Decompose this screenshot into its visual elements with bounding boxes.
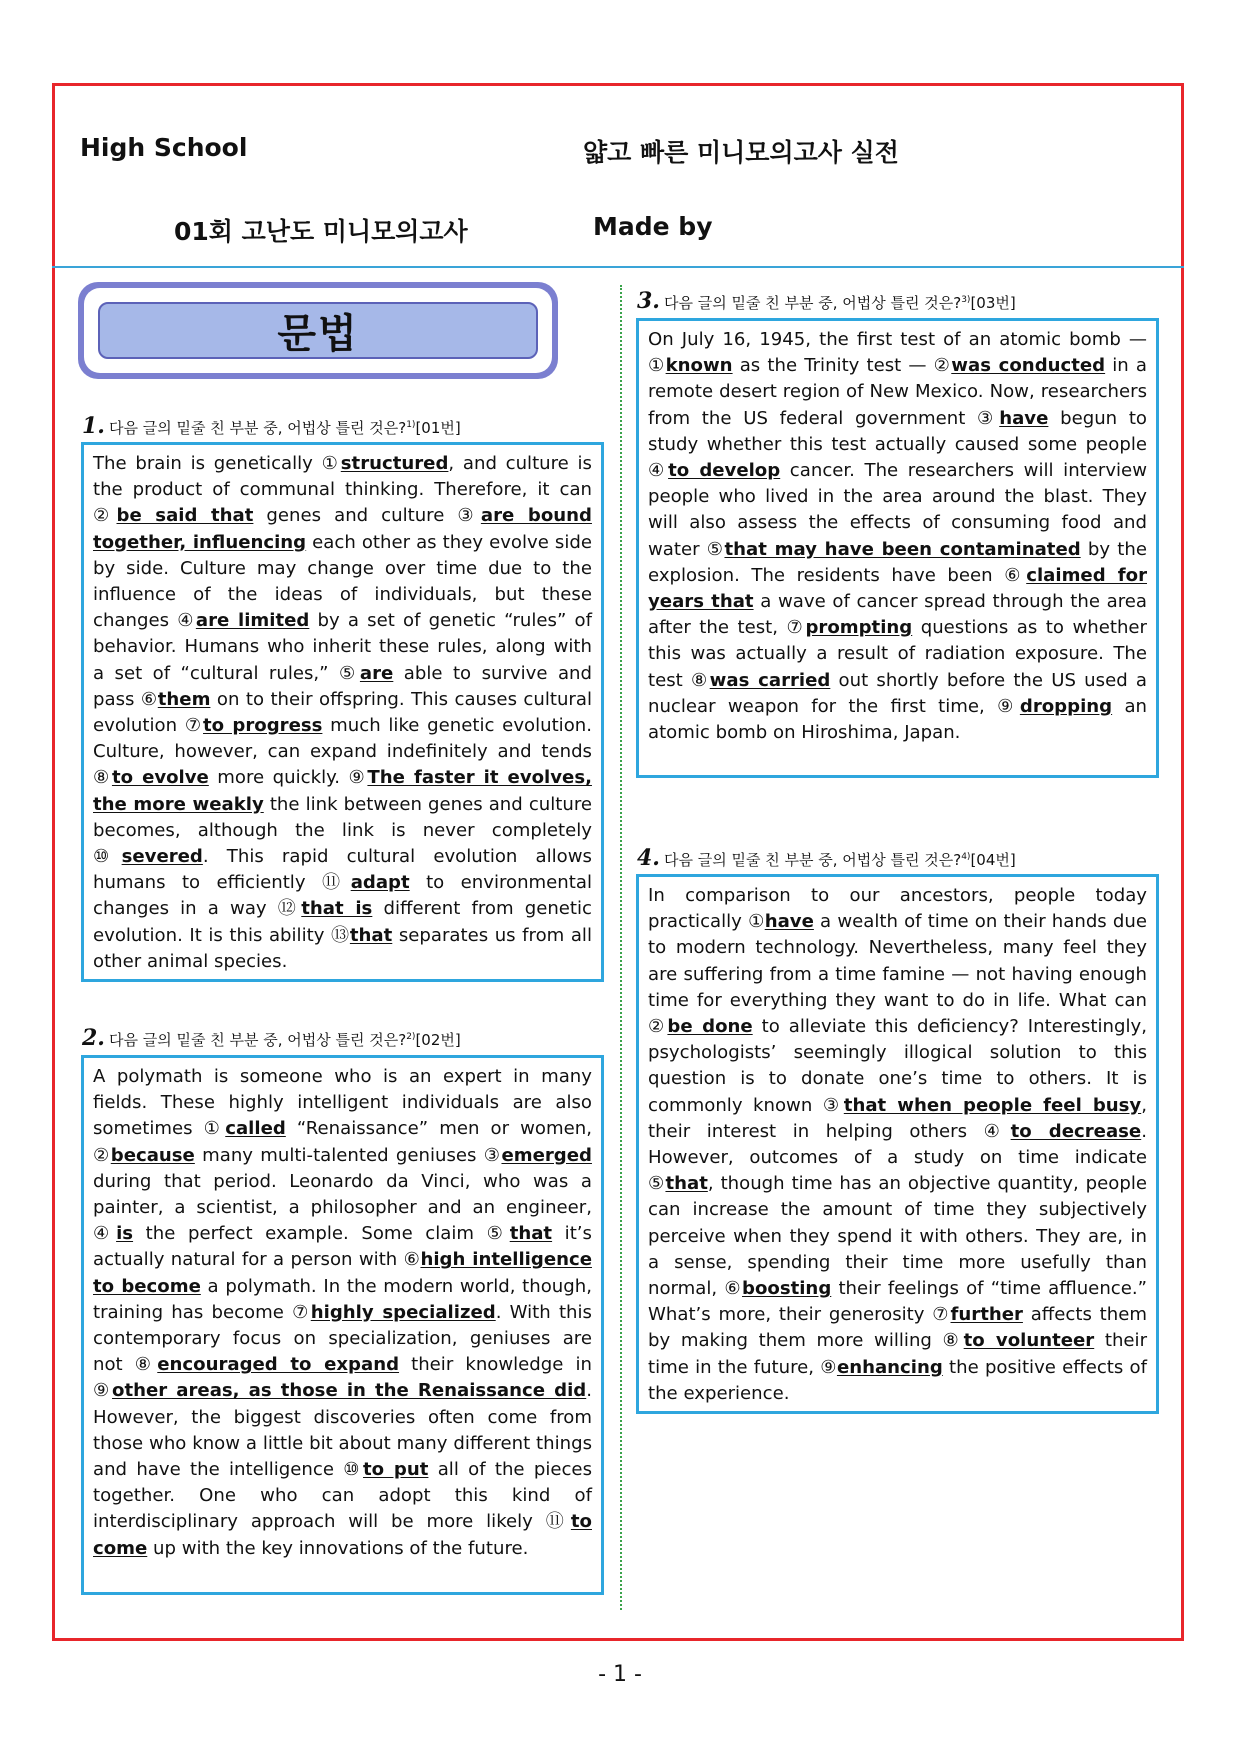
underlined-choice: that is — [301, 898, 373, 920]
passage-box — [81, 1055, 604, 1595]
passage-text: In comparison to our ancestors, people today practically ①have a wealth of time on their hands due to modern technology. Nevertheless, many feel they are suffering from a time famine — not having enough time for everything they want to do in life. What can ②be done to alleviate this deficiency? Interestingly, psychologists’ seemingly illogical solution to this question is to donate one’s time to others. It is commonly known ③that when people feel busy, their interest in helping others ④to decrease. However, outcomes of a study on time indicate ⑤that, though time has an objective quantity, people can increase the amount of time they subjectively perceive when they spend it with others. They are, in a sense, spending their time more usefully than normal, ⑥boosting their feelings of “time affluence.” What’s more, their generosity ⑦further affects them by making them more willing ⑧to volunteer their time in the future, ⑨enhancing the positive effects of the experience. — [648, 885, 1148, 1404]
underlined-choice: encouraged to expand — [157, 1354, 400, 1376]
question-title — [82, 1025, 461, 1051]
underlined-choice: that — [509, 1223, 553, 1245]
header-school: High School — [80, 133, 248, 162]
question-footnote: 4) — [961, 852, 971, 862]
column-divider — [620, 285, 622, 1610]
question-prompt: 다음 글의 밑줄 친 부분 중, 어법상 틀린 것은? — [663, 851, 962, 869]
underlined-choice: dropping — [1019, 695, 1113, 717]
question-tag: [04번] — [970, 851, 1016, 869]
question-title — [637, 288, 1016, 314]
question-tag: [01번] — [415, 419, 461, 437]
underlined-choice: have — [764, 911, 814, 933]
underlined-choice: enhancing — [836, 1356, 943, 1378]
question-number: 4. — [637, 845, 660, 871]
underlined-choice: structured — [340, 453, 449, 474]
header-exam-title: 01회 고난도 미니모의고사 — [174, 217, 468, 246]
underlined-choice: highly specialized — [310, 1301, 496, 1323]
underlined-choice: to evolve — [111, 767, 209, 789]
underlined-choice: was carried — [709, 669, 831, 691]
page-number: - 1 - — [598, 1662, 642, 1687]
underlined-choice: severed — [121, 846, 203, 868]
underlined-choice: them — [157, 688, 211, 710]
question-prompt: 다음 글의 밑줄 친 부분 중, 어법상 틀린 것은? — [108, 1031, 407, 1049]
underlined-choice: that — [665, 1173, 708, 1195]
question-prompt: 다음 글의 밑줄 친 부분 중, 어법상 틀린 것은? — [108, 419, 407, 437]
passage-box — [81, 442, 604, 982]
passage-text: On July 16, 1945, the first test of an atomic bomb — ①known as the Trinity test — ②was conducted in a remote desert region of New Mexico. Now, researchers from the US federal government ③have begun to study whether this test actually caused some people ④to develop cancer. The researchers will interview people who lived in the area around the blast. They will also assess the effects of consuming food and water ⑤that may have been contaminated by the explosion. The residents have been ⑥claimed for years that a wave of cancer spread through the area after the test, ⑦prompting questions as to whether this was actually a result of radiation exposure. The test ⑧was carried out shortly before the US used a nuclear weapon for the first time, ⑨dropping an atomic bomb on Hiroshima, Japan. — [648, 329, 1147, 744]
underlined-choice: are bound together, influencing — [93, 505, 592, 553]
underlined-choice: be said that — [116, 505, 254, 527]
underlined-choice: to come — [93, 1511, 592, 1559]
question-title — [637, 845, 1016, 871]
underlined-choice: to develop — [668, 460, 781, 482]
header-divider — [52, 266, 1184, 268]
question-number: 2. — [82, 1025, 105, 1051]
passage-box — [636, 318, 1159, 778]
underlined-choice: other areas, as those in the Renaissance did — [112, 1380, 587, 1402]
underlined-choice: is — [116, 1223, 134, 1245]
underlined-choice: that when people feel busy — [843, 1094, 1142, 1116]
underlined-choice: are limited — [195, 610, 310, 632]
section-title: 문법 — [98, 302, 538, 359]
question-number: 3. — [637, 288, 660, 314]
question-title — [82, 413, 461, 439]
underlined-choice: have — [999, 407, 1049, 429]
underlined-choice: prompting — [805, 617, 913, 639]
underlined-choice: to put — [363, 1459, 429, 1481]
underlined-choice: was conducted — [951, 355, 1106, 377]
underlined-choice: to decrease — [1010, 1120, 1142, 1142]
section-badge — [78, 282, 558, 379]
question-tag: [03번] — [970, 294, 1016, 312]
question-tag: [02번] — [415, 1031, 461, 1049]
underlined-choice: to volunteer — [963, 1330, 1095, 1352]
header-made-by: Made by — [593, 212, 713, 241]
underlined-choice: called — [225, 1118, 286, 1140]
underlined-choice: to progress — [203, 715, 323, 737]
question-footnote: 2) — [406, 1032, 416, 1042]
passage-box — [636, 874, 1159, 1414]
underlined-choice: further — [950, 1304, 1023, 1326]
underlined-choice: high intelligence to become — [93, 1249, 592, 1297]
question-prompt: 다음 글의 밑줄 친 부분 중, 어법상 틀린 것은? — [663, 294, 962, 312]
question-footnote: 3) — [961, 295, 971, 305]
underlined-choice: that may have been contaminated — [724, 538, 1081, 560]
underlined-choice: adapt — [350, 872, 410, 894]
passage-text: A polymath is someone who is an expert in many fields. These highly intelligent individuals are also sometimes ①called “Renaissance” men or women, ②because many multi-talented geniuses ③emerged during that period. Leonardo da Vinci, who was a painter, a scientist, a philosopher and an engineer, ④is the perfect example. Some claim ⑤that it’s actually natural for a person with ⑥high intelligence to become a polymath. In the modern world, though, training has become ⑦highly specialized. With this contemporary focus on specialization, geniuses are not ⑧encouraged to expand their knowledge in ⑨other areas, as those in the Renaissance did. However, the biggest discoveries often come from those who know a little bit about many different things and have the intelligence ⑩to put all of the pieces together. One who can adopt this kind of interdisciplinary approach will be more likely ⑪to come up with the key innovations of the future. — [93, 1066, 592, 1559]
underlined-choice: are — [359, 662, 394, 684]
underlined-choice: be done — [667, 1016, 753, 1038]
underlined-choice: because — [110, 1144, 195, 1166]
question-footnote: 1) — [406, 420, 416, 430]
underlined-choice: boosting — [742, 1278, 832, 1300]
underlined-choice: The faster it evolves, the more weakly — [93, 767, 592, 815]
question-number: 1. — [82, 413, 105, 439]
underlined-choice: that — [349, 924, 393, 946]
passage-text: The brain is genetically ①structured, and culture is the product of communal thinking. Therefore, it can ②be said that genes and culture ③are bound together, influencing each other as they evolve side by side. Culture may change over time due to the influence of the ideas of individuals, but these changes ④are limited by a set of genetic “rules” of behavior. Humans who inherit these rules, along with a set of “cultural rules,” ⑤are able to survive and pass ⑥them on to their offspring. This causes cultural evolution ⑦to progress much like genetic evolution. Culture, however, can expand indefinitely and tends ⑧to evolve more quickly. ⑨The faster it evolves, the more weakly the link between genes and culture becomes, although the link is never completely ⑩severed. This rapid cultural evolution allows humans to efficiently ⑪adapt to environmental changes in a way ⑫that is different from genetic evolution. It is this ability ⑬that separates us from all other animal species. — [93, 453, 593, 972]
underlined-choice: claimed for years that — [648, 564, 1147, 613]
header-series: 얇고 빠른 미니모의고사 실전 — [583, 138, 899, 167]
underlined-choice: known — [665, 355, 733, 377]
underlined-choice: emerged — [501, 1144, 592, 1166]
